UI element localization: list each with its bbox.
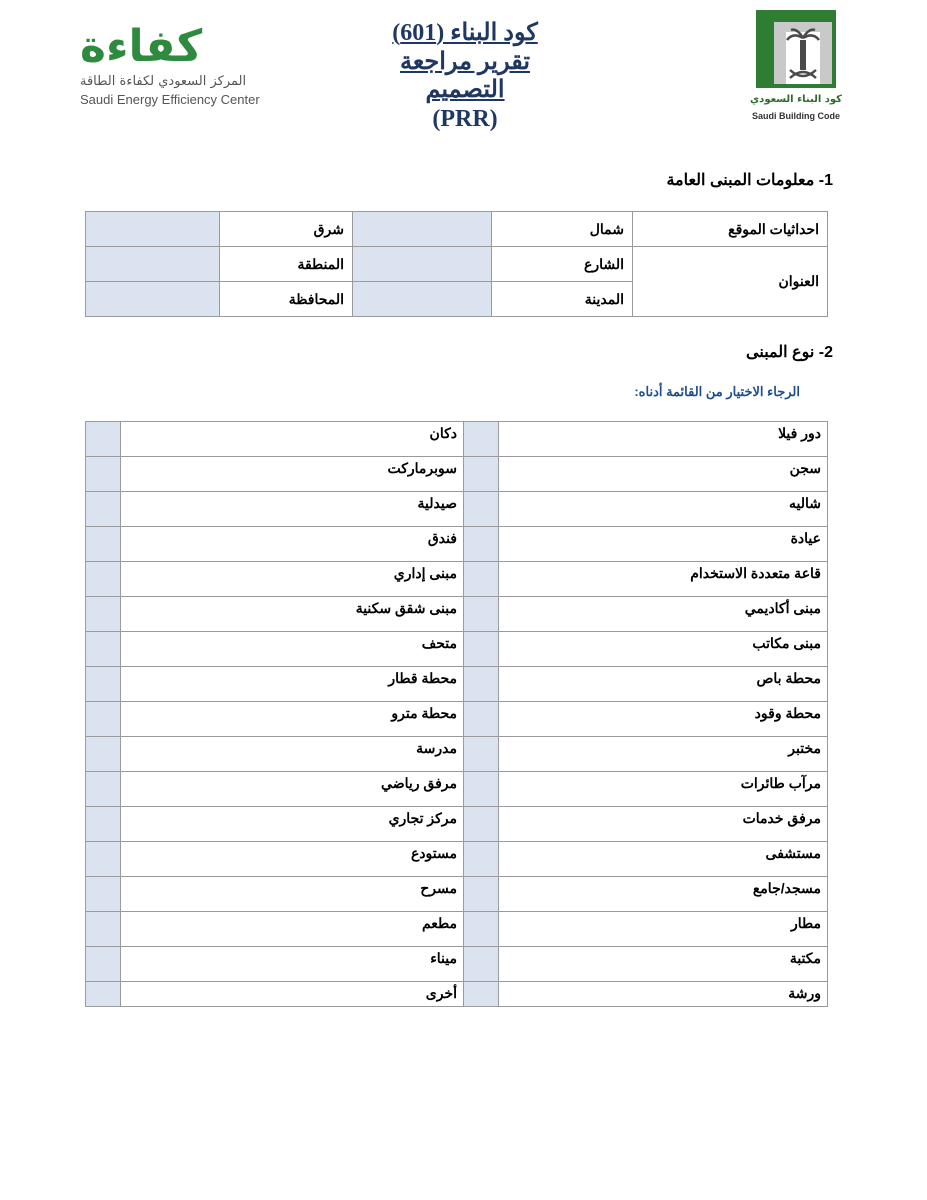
building-type-option: ميناء: [121, 947, 464, 982]
sbc-emblem-icon: [750, 8, 842, 92]
section-2-heading: 2- نوع المبنى: [746, 344, 833, 361]
building-type-option: محطة وقود: [499, 702, 828, 737]
table-row: [86, 597, 828, 632]
building-type-option: مرفق خدمات: [499, 807, 828, 842]
building-type-checkbox[interactable]: [464, 702, 499, 737]
building-type-option: شاليه: [499, 492, 828, 527]
building-type-option: مبنى أكاديمي: [499, 597, 828, 632]
building-type-option: محطة باص: [499, 667, 828, 702]
table-row: [86, 877, 828, 912]
table-row: [86, 527, 828, 562]
coords-label: احداثيات الموقع: [633, 212, 828, 247]
governorate-label: المحافظة: [220, 282, 353, 317]
building-type-option: مطار: [499, 912, 828, 947]
building-type-option: عيادة: [499, 527, 828, 562]
title-line-1: كود البناء (601): [392, 20, 538, 46]
building-type-option: ورشة: [499, 982, 828, 1007]
building-type-option: مستودع: [121, 842, 464, 877]
table-row: [86, 667, 828, 702]
building-type-option: مرآب طائرات: [499, 772, 828, 807]
building-type-option: مطعم: [121, 912, 464, 947]
table-row: [86, 807, 828, 842]
sbc-logo-arabic: كود البناء السعودي: [750, 94, 842, 105]
governorate-value-field[interactable]: [86, 282, 220, 317]
table-row: [86, 947, 828, 982]
building-type-checkbox[interactable]: [86, 597, 121, 632]
section-1-heading: 1- معلومات المبنى العامة: [666, 172, 833, 189]
building-type-checkbox[interactable]: [464, 877, 499, 912]
region-label: المنطقة: [220, 247, 353, 282]
building-type-option: متحف: [121, 632, 464, 667]
building-type-checkbox[interactable]: [86, 947, 121, 982]
building-type-checkbox[interactable]: [86, 562, 121, 597]
table-row: [86, 737, 828, 772]
building-type-option: محطة مترو: [121, 702, 464, 737]
building-type-checkbox[interactable]: [464, 492, 499, 527]
table-row: [86, 772, 828, 807]
building-type-checkbox[interactable]: [86, 632, 121, 667]
region-value-field[interactable]: [86, 247, 220, 282]
table-row: [86, 247, 828, 282]
title-line-2: تقرير مراجعة التصميم: [399, 49, 531, 103]
building-type-option: مبنى مكاتب: [499, 632, 828, 667]
building-type-option: قاعة متعددة الاستخدام: [499, 562, 828, 597]
seec-logo-arabic: المركز السعودي لكفاءة الطاقة: [80, 74, 247, 89]
building-type-option: مبنى إداري: [121, 562, 464, 597]
building-type-option: مرفق رياضي: [121, 772, 464, 807]
building-type-checkbox[interactable]: [86, 702, 121, 737]
building-type-option: مختبر: [499, 737, 828, 772]
building-type-checkbox[interactable]: [86, 772, 121, 807]
building-type-checkbox[interactable]: [464, 527, 499, 562]
building-type-option: مسجد/جامع: [499, 877, 828, 912]
building-type-checkbox[interactable]: [86, 667, 121, 702]
table-row: [86, 212, 828, 247]
building-type-checkbox[interactable]: [86, 877, 121, 912]
table-row: [86, 562, 828, 597]
building-type-option: مدرسة: [121, 737, 464, 772]
document-title: [360, 18, 570, 134]
north-label: شمال: [492, 212, 633, 247]
address-label: العنوان: [633, 247, 828, 317]
building-type-option: فندق: [121, 527, 464, 562]
building-type-option: دكان: [121, 422, 464, 457]
sbc-logo: [750, 8, 842, 124]
table-row: [86, 982, 828, 1007]
building-type-option: مستشفى: [499, 842, 828, 877]
building-type-checkbox[interactable]: [86, 457, 121, 492]
table-row: [86, 632, 828, 667]
building-type-checkbox[interactable]: [464, 457, 499, 492]
city-value-field[interactable]: [353, 282, 492, 317]
building-type-option: مسرح: [121, 877, 464, 912]
building-type-checkbox[interactable]: [464, 562, 499, 597]
building-type-option: مكتبة: [499, 947, 828, 982]
building-type-checkbox[interactable]: [464, 667, 499, 702]
building-type-option: أخرى: [121, 982, 464, 1007]
street-value-field[interactable]: [353, 247, 492, 282]
building-type-checkbox[interactable]: [464, 632, 499, 667]
building-type-option: صيدلية: [121, 492, 464, 527]
city-label: المدينة: [492, 282, 633, 317]
building-type-checkbox[interactable]: [86, 422, 121, 457]
building-type-checkbox[interactable]: [464, 422, 499, 457]
building-type-checkbox[interactable]: [464, 772, 499, 807]
building-type-option: محطة قطار: [121, 667, 464, 702]
building-type-checkbox[interactable]: [86, 842, 121, 877]
general-info-table: [85, 211, 828, 317]
title-line-3: (PRR): [432, 106, 498, 132]
building-type-table: [85, 421, 828, 1007]
table-row: [86, 702, 828, 737]
building-type-checkbox[interactable]: [464, 597, 499, 632]
building-type-checkbox[interactable]: [464, 807, 499, 842]
building-type-checkbox[interactable]: [86, 912, 121, 947]
building-type-option: مبنى شقق سكنية: [121, 597, 464, 632]
building-type-checkbox[interactable]: [86, 982, 121, 1007]
building-type-option: سوبرماركت: [121, 457, 464, 492]
selection-instruction: الرجاء الاختيار من القائمة أدناه:: [634, 384, 800, 399]
building-type-checkbox[interactable]: [86, 807, 121, 842]
table-row: [86, 842, 828, 877]
building-type-checkbox[interactable]: [86, 737, 121, 772]
street-label: الشارع: [492, 247, 633, 282]
east-value-field[interactable]: [86, 212, 220, 247]
building-type-checkbox[interactable]: [464, 737, 499, 772]
building-type-checkbox[interactable]: [86, 492, 121, 527]
seec-logo-wordmark: كفاءة: [80, 21, 203, 72]
building-type-option: سجن: [499, 457, 828, 492]
table-row: [86, 457, 828, 492]
building-type-checkbox[interactable]: [464, 982, 499, 1007]
east-label: شرق: [220, 212, 353, 247]
seec-logo-english: Saudi Energy Efficiency Center: [80, 92, 260, 107]
building-type-option: دور فيلا: [499, 422, 828, 457]
building-type-option: مركز تجاري: [121, 807, 464, 842]
seec-logo: [80, 22, 270, 110]
sbc-logo-english: Saudi Building Code: [752, 111, 840, 121]
building-type-checkbox[interactable]: [464, 842, 499, 877]
table-row: [86, 492, 828, 527]
building-type-checkbox[interactable]: [464, 947, 499, 982]
building-type-checkbox[interactable]: [86, 527, 121, 562]
table-row: [86, 912, 828, 947]
table-row: [86, 422, 828, 457]
north-value-field[interactable]: [353, 212, 492, 247]
building-type-checkbox[interactable]: [464, 912, 499, 947]
